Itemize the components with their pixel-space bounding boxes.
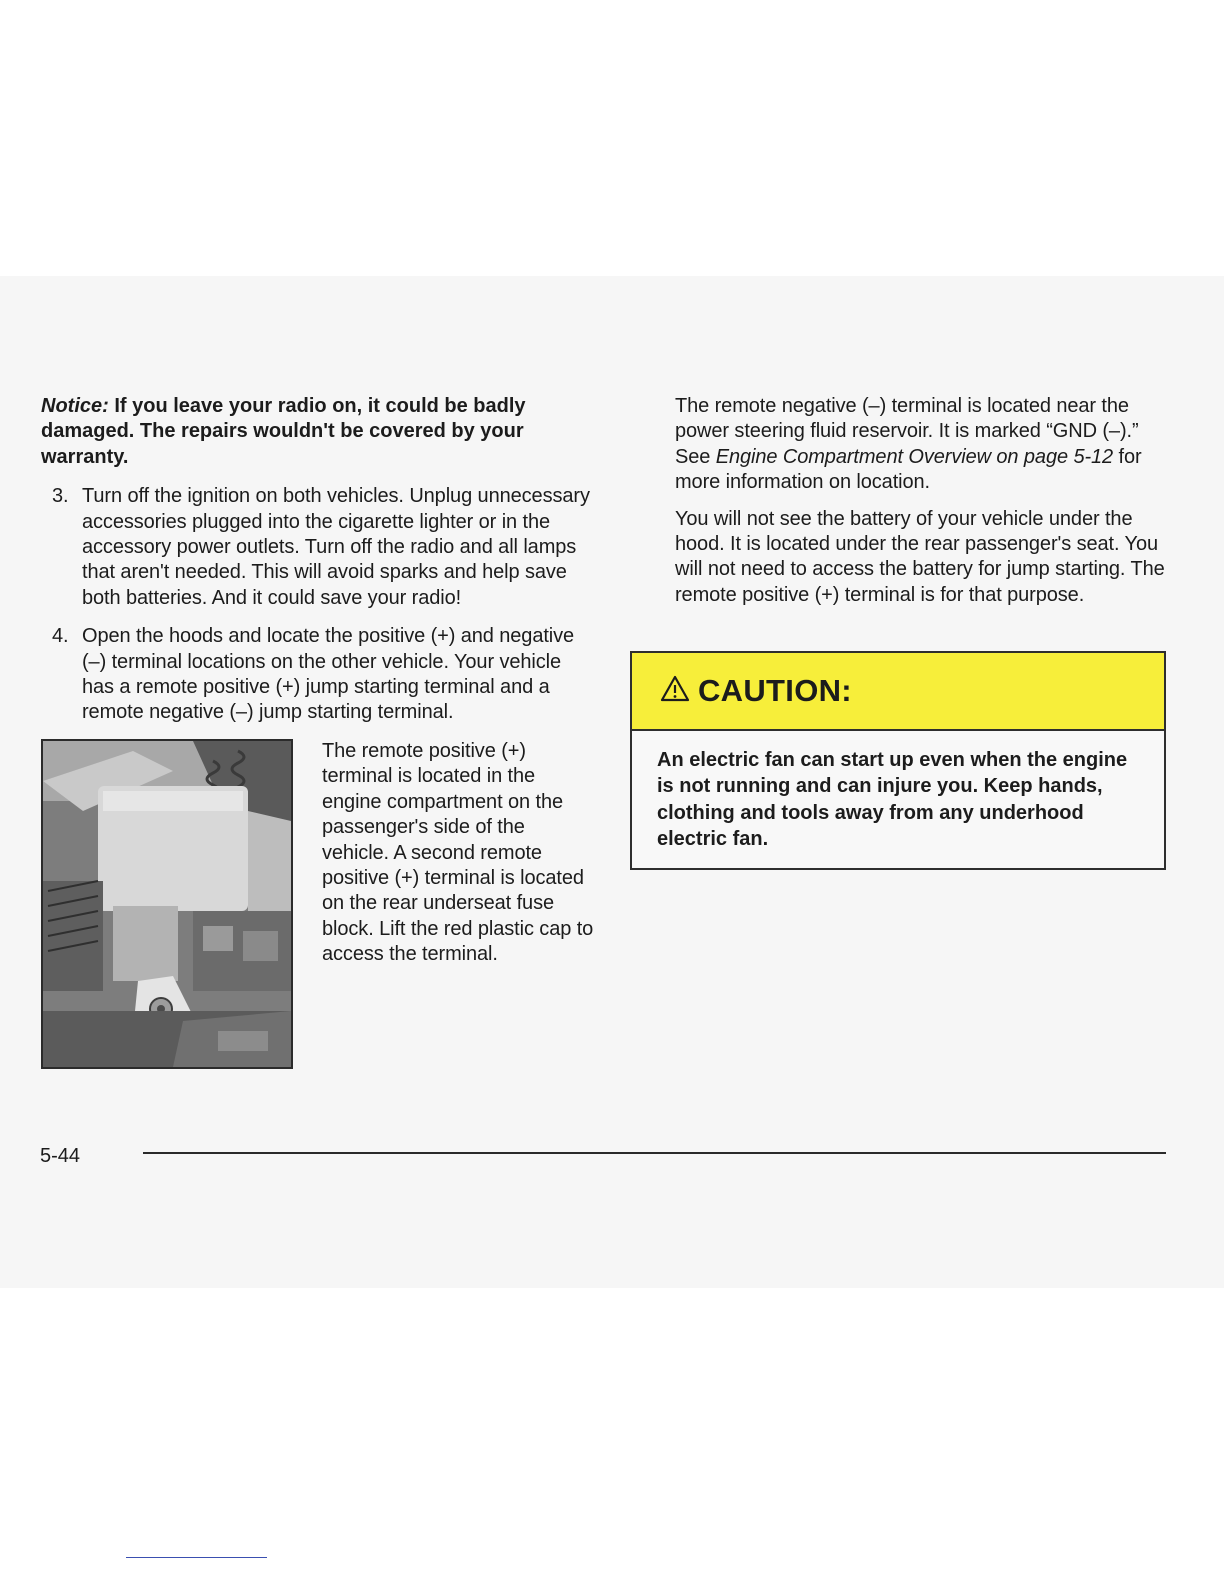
step-text: Turn off the ignition on both vehicles. Unplug unnecessary accessories plugged into the cigarette lighter or in the accessory power outlets. Turn off the radio and all lamps that aren't needed. This will avoid sparks and help save both batteries. And it could save your radio! <box>82 485 590 609</box>
step-number: 3. <box>52 485 69 508</box>
steps-list <box>41 484 593 726</box>
caution-text: An electric fan can start up even when the engine is not running and can injure you. Keep hands, clothing and tools away from any underhood electric fan. <box>657 749 1128 851</box>
notice-label: Notice: <box>41 395 109 417</box>
list-item <box>41 624 593 726</box>
remote-terminal-photo <box>41 739 293 1069</box>
page-reference-link[interactable]: Engine Compartment Overview on page 5-12 <box>715 445 1114 468</box>
step-number: 4. <box>52 625 69 648</box>
right-column <box>675 394 1175 608</box>
notice-text: If you leave your radio on, it could be badly damaged. The repairs wouldn't be covered by your warranty. <box>41 395 526 468</box>
photo-caption: The remote positive (+) terminal is located in the engine compartment on the passenger's side of the vehicle. A second remote positive (+) terminal is located on the rear underseat fuse block. Lift the red plastic cap to access the terminal. <box>322 739 594 966</box>
left-column <box>41 394 593 1071</box>
paragraph-text: The remote negative (–) terminal is located near the power steering fluid reservoir. It is marked “GND (–).” See <box>675 395 1139 468</box>
paragraph-text: for more information on location. <box>675 445 1142 494</box>
warning-triangle-icon <box>660 675 690 707</box>
caution-header <box>632 653 1164 731</box>
caution-box <box>630 651 1166 870</box>
caution-title: CAUTION: <box>698 673 852 708</box>
page-number: 5-44 <box>40 1145 81 1167</box>
photo-block <box>41 739 593 1071</box>
footer-divider <box>143 1152 1166 1154</box>
notice-paragraph <box>41 394 593 470</box>
bottom-link-underline <box>126 1557 267 1558</box>
negative-terminal-paragraph <box>675 394 1175 496</box>
step-text: Open the hoods and locate the positive (+) and negative (–) terminal locations on the other vehicle. Your vehicle has a remote positive (+) jump starting terminal and a remote negative (–) jump starting terminal. <box>82 625 575 724</box>
battery-location-paragraph: You will not see the battery of your vehicle under the hood. It is located under the rear passenger's seat. You will not need to access the battery for jump starting. The remote positive (+) terminal is for that purpose. <box>675 507 1165 606</box>
list-item <box>41 484 593 611</box>
